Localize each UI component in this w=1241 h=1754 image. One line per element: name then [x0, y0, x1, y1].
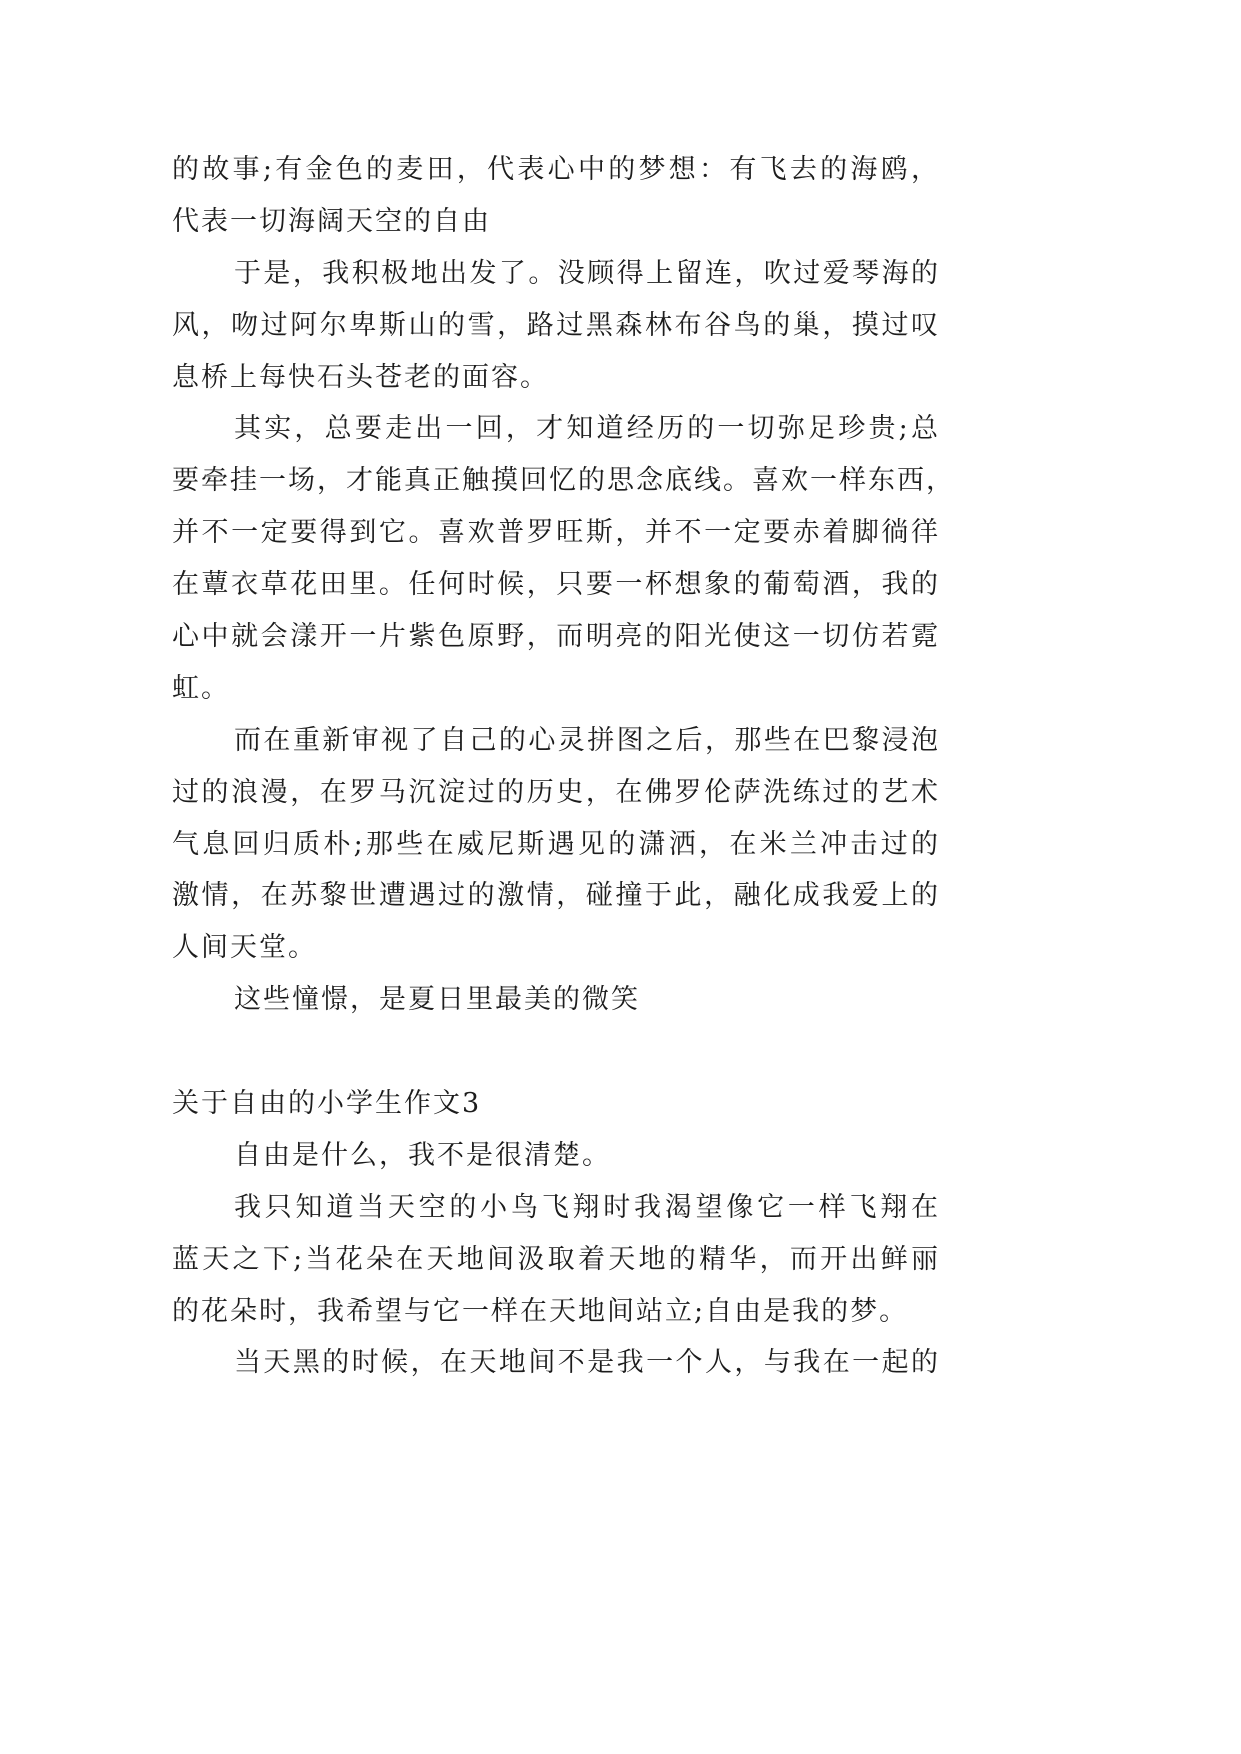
paragraph	[172, 1337, 940, 1389]
text-line: 虹。	[172, 672, 230, 704]
text-line: 人间天堂。	[172, 932, 317, 964]
section-heading: 关于自由的小学生作文3	[172, 1088, 482, 1120]
text-line: 过的浪漫，在罗马沉淀过的历史，在佛罗伦萨洗练过的艺术	[172, 776, 940, 808]
text-line: 激情，在苏黎世遭遇过的激情，碰撞于此，融化成我爱上的	[172, 880, 940, 912]
text-line: 而在重新审视了自己的心灵拼图之后，那些在巴黎浸泡	[234, 724, 940, 756]
text-line: 的花朵时，我希望与它一样在天地间站立;自由是我的梦。	[172, 1295, 909, 1327]
paragraph	[172, 715, 940, 974]
paragraph	[172, 403, 955, 714]
paragraph	[172, 248, 940, 404]
paragraph	[172, 1130, 940, 1182]
text-line: 自由是什么，我不是很清楚。	[234, 1139, 611, 1171]
text-line: 于是，我积极地出发了。没顾得上留连，吹过爱琴海的	[234, 257, 940, 289]
text-line: 息桥上每快石头苍老的面容。	[172, 361, 549, 393]
text-line: 这些憧憬，是夏日里最美的微笑	[234, 984, 640, 1016]
paragraph	[172, 144, 940, 248]
text-line: 的故事;有金色的麦田，代表心中的梦想：有飞去的海鸥，	[172, 154, 940, 185]
text-line: 当天黑的时候，在天地间不是我一个人，与我在一起的	[234, 1347, 940, 1379]
text-line: 气息回归质朴;那些在威尼斯遇见的潇洒，在米兰冲击过的	[172, 828, 940, 860]
text-line: 其实，总要走出一回，才知道经历的一切弥足珍贵;总	[234, 413, 940, 445]
blank-line	[172, 1026, 940, 1078]
text-line: 在蕈衣草花田里。任何时候，只要一杯想象的葡萄酒，我的	[172, 569, 940, 601]
paragraph	[172, 974, 940, 1026]
text-line: 代表一切海阔天空的自由	[172, 205, 491, 237]
paragraph	[172, 1182, 940, 1338]
document-body	[172, 144, 955, 1389]
text-line: 我只知道当天空的小鸟飞翔时我渴望像它一样飞翔在	[234, 1191, 940, 1223]
text-line: 并不一定要得到它。喜欢普罗旺斯，并不一定要赤着脚徜徉	[172, 517, 940, 549]
text-line: 心中就会漾开一片紫色原野，而明亮的阳光使这一切仿若霓	[172, 621, 940, 653]
text-line: 蓝天之下;当花朵在天地间汲取着天地的精华，而开出鲜丽	[172, 1243, 940, 1275]
text-line: 要牵挂一场，才能真正触摸回忆的思念底线。喜欢一样东西，	[172, 465, 955, 497]
text-line: 风，吻过阿尔卑斯山的雪，路过黑森林布谷鸟的巢，摸过叹	[172, 309, 940, 341]
